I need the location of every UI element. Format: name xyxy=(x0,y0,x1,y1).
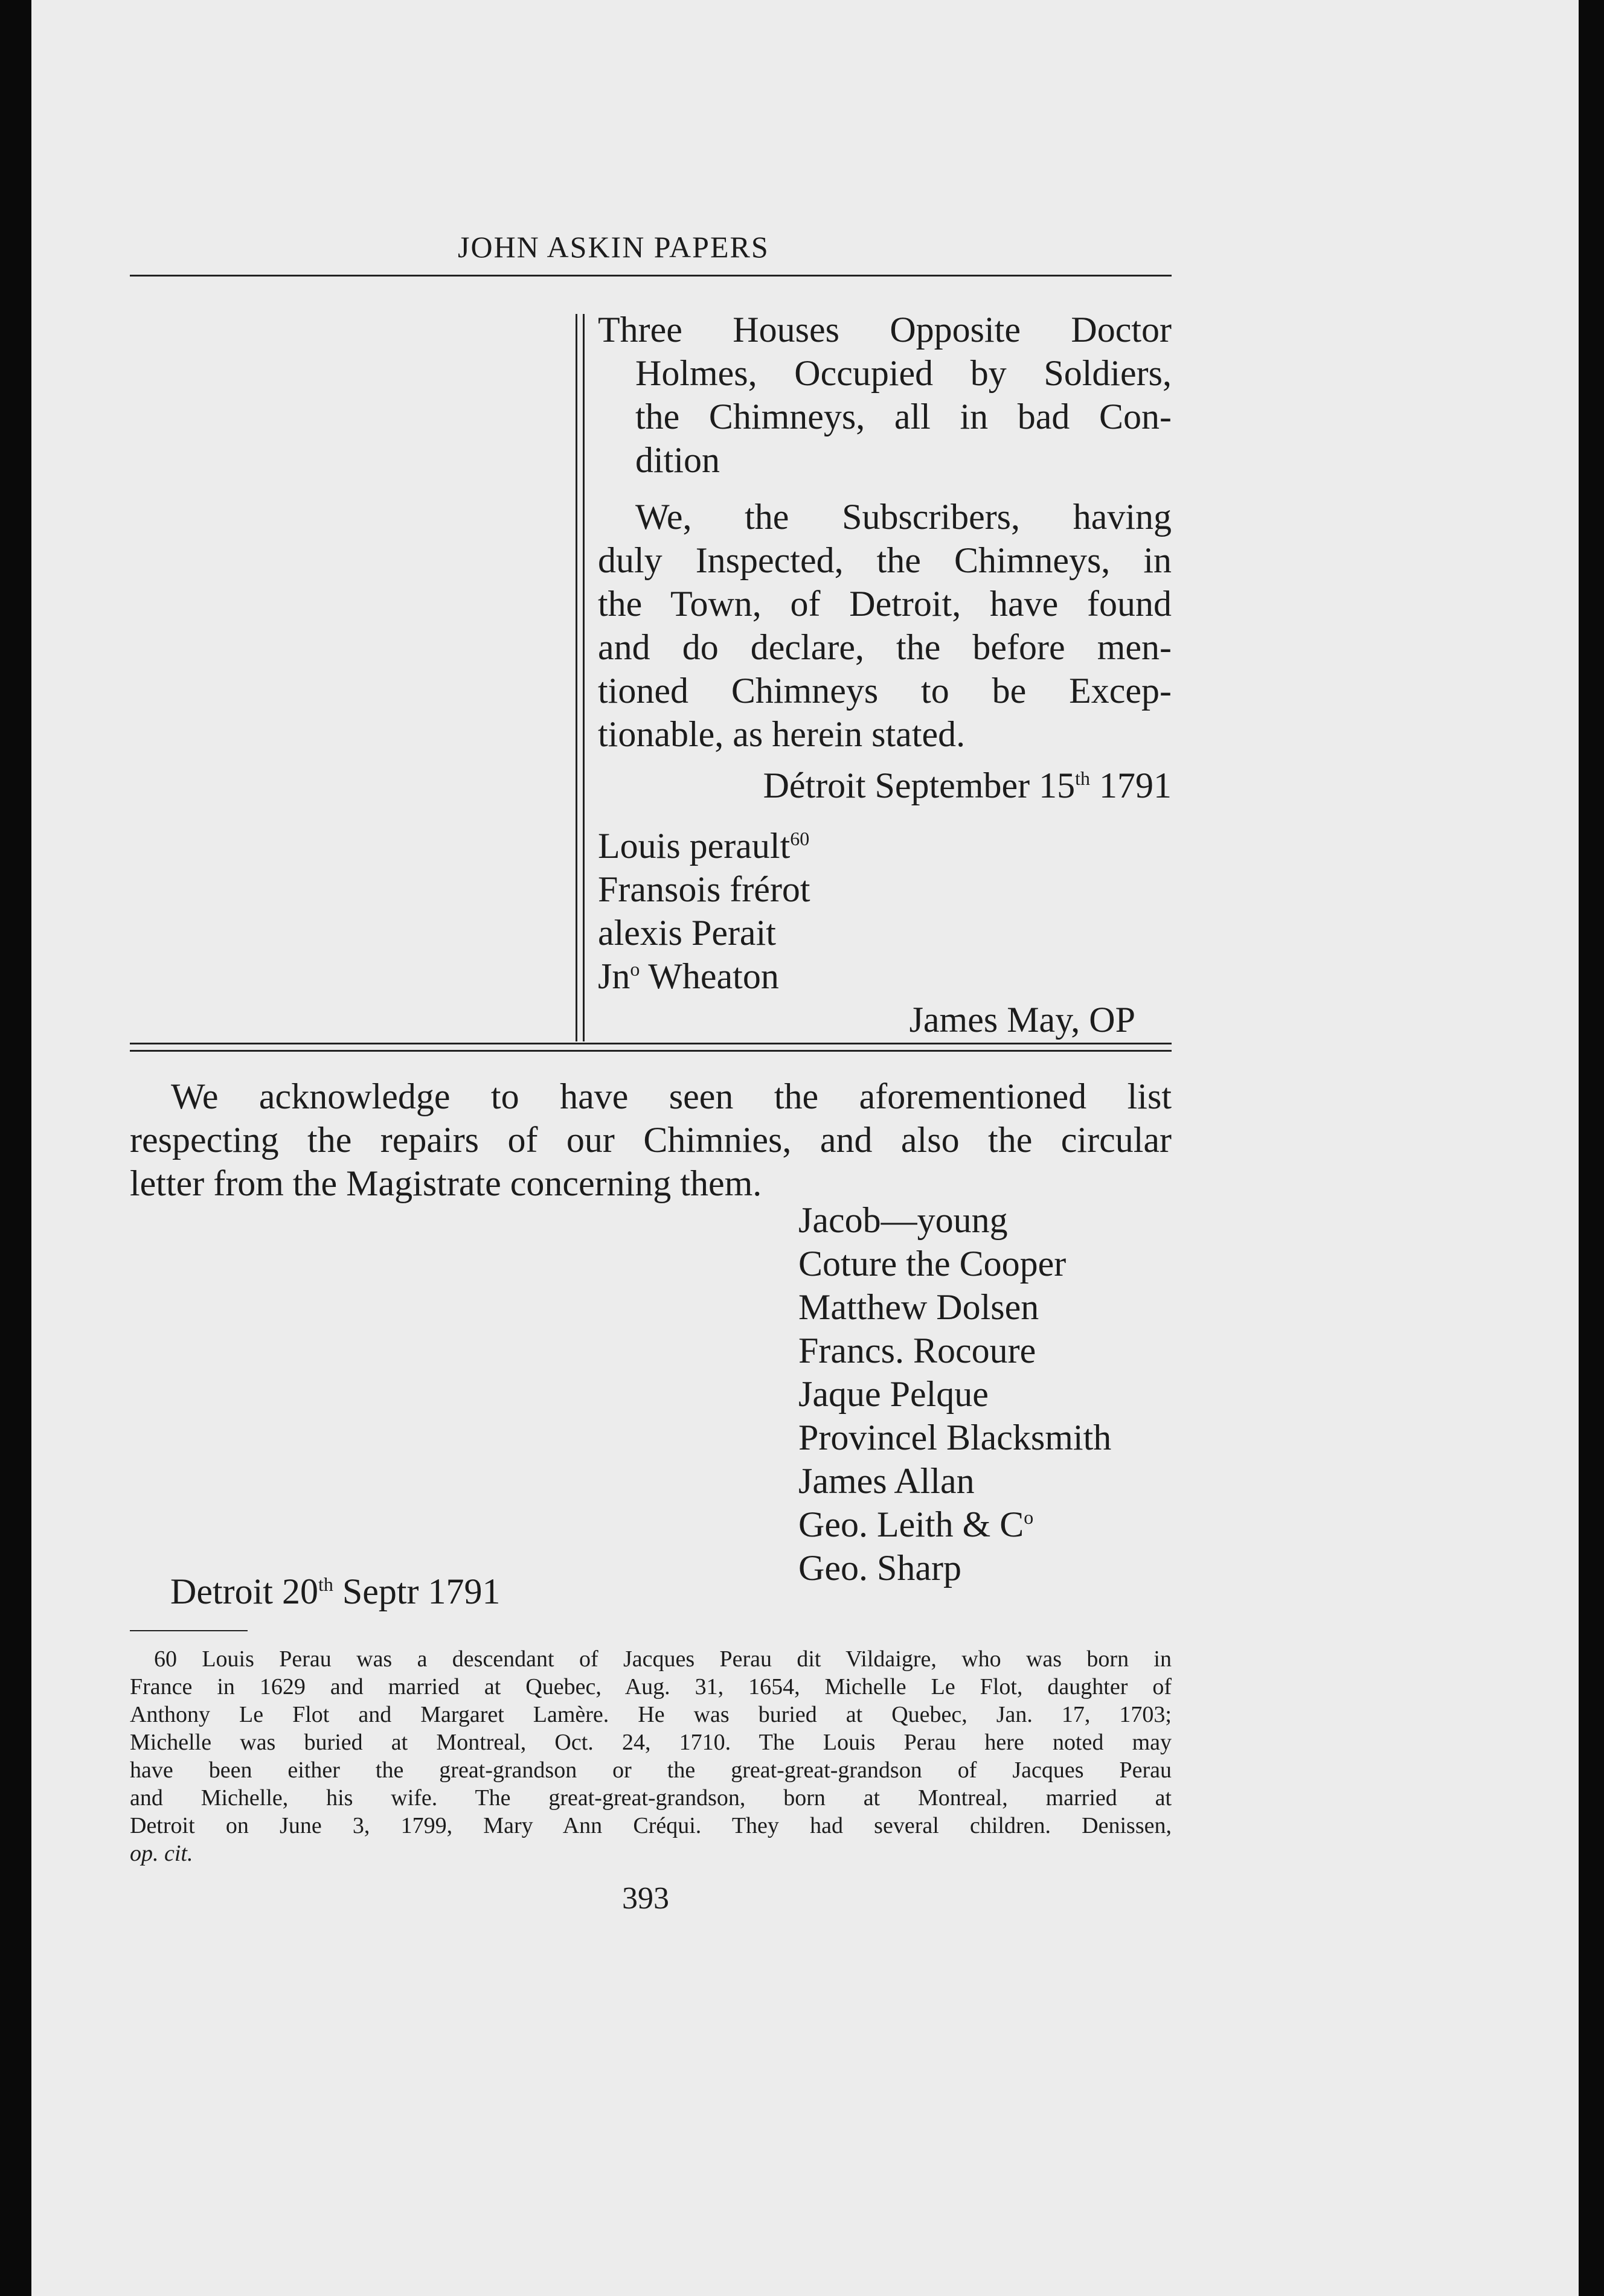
ack-names xyxy=(798,1198,1111,1590)
declaration-line: the Town, of Detroit, have found xyxy=(598,584,1172,624)
date-year: 1791 xyxy=(1090,766,1172,805)
footnote-line: and Michelle, his wife. The great-great-grandson, born at Montreal, married at xyxy=(130,1785,1172,1811)
header-rule xyxy=(130,275,1172,277)
footnote-line: Detroit on June 3, 1799, Mary Ann Créqui. They had several children. Denissen, xyxy=(130,1813,1172,1838)
column-rule-left xyxy=(576,314,577,1041)
footnote-line: op. cit. xyxy=(130,1841,193,1866)
ack-name: Jaque Pelque xyxy=(798,1374,989,1414)
acknowledgement xyxy=(130,1075,1172,1205)
ack-name: Francs. Rocoure xyxy=(798,1331,1036,1370)
declaration xyxy=(598,495,1172,756)
footnote-line: 60 Louis Perau was a descendant of Jacques Perau dit Vildaigre, who was born in xyxy=(154,1646,1172,1672)
date-superscript: th xyxy=(1075,767,1090,789)
final-signatory: James May, OP xyxy=(909,1000,1135,1040)
footnote-line: France in 1629 and married at Quebec, Aug. 31, 1654, Michelle Le Flot, daughter of xyxy=(130,1674,1172,1700)
signatory: Louis perault$^{60}$ xyxy=(598,826,810,866)
footnote-line: Michelle was buried at Montreal, Oct. 24, 1710. The Louis Perau here noted may xyxy=(130,1730,1172,1755)
declaration-line: We, the Subscribers, having xyxy=(635,497,1172,537)
declaration-line: duly Inspected, the Chimneys, in xyxy=(598,540,1172,580)
ack-name: Coture the Cooper xyxy=(798,1244,1067,1284)
ack-line: respecting the repairs of our Chimnies, and also the circular xyxy=(130,1120,1172,1160)
footnote-rule xyxy=(130,1630,248,1631)
houses-entry xyxy=(598,308,1172,482)
footnote-line: have been either the great-grandson or the great-great-grandson of Jacques Perau xyxy=(130,1757,1172,1783)
houses-line: the Chimneys, all in bad Con- xyxy=(635,397,1172,436)
footnote-line: Anthony Le Flot and Margaret Lamère. He was buried at Quebec, Jan. 17, 1703; xyxy=(130,1702,1172,1727)
footnote-marker: 60 xyxy=(790,828,810,849)
running-header: JOHN ASKIN PAPERS xyxy=(458,230,769,264)
declaration-line: tionable, as herein stated. xyxy=(598,714,966,754)
signatory: alexis Perait xyxy=(598,913,776,953)
ack-line: letter from the Magistrate concerning them. xyxy=(130,1163,762,1203)
ack-name: Geo. Sharp xyxy=(798,1548,961,1588)
section-rule-top xyxy=(130,1043,1172,1044)
declaration-line: tioned Chimneys to be Excep- xyxy=(598,671,1172,711)
houses-line: Holmes, Occupied by Soldiers, xyxy=(635,353,1172,393)
ack-name: Matthew Dolsen xyxy=(798,1287,1039,1327)
page-number: 393 xyxy=(622,1881,669,1916)
ack-name: Jacob—young xyxy=(798,1200,1008,1240)
houses-line: Three Houses Opposite Doctor xyxy=(598,310,1172,350)
ack-name: James Allan xyxy=(798,1461,975,1501)
ack-line: We acknowledge to have seen the aforementioned list xyxy=(171,1076,1172,1116)
column-rule-right xyxy=(583,314,585,1041)
ack-name: Geo. Leith & $C^o$ xyxy=(798,1505,1034,1544)
declaration-line: and do declare, the before men- xyxy=(598,627,1172,667)
ack-date: Detroit 20th Septr 1791 xyxy=(170,1572,501,1611)
date-text: Détroit September 15 xyxy=(763,766,1076,805)
signatory: Fransois frérot xyxy=(598,869,810,909)
section-rule-bottom xyxy=(130,1050,1172,1052)
footnote xyxy=(130,1645,1172,1867)
houses-line: dition xyxy=(635,440,720,480)
inspection-date xyxy=(598,764,1172,807)
signatories xyxy=(598,824,1172,1041)
ack-name: Provincel Blacksmith xyxy=(798,1418,1112,1457)
signatory: Jn$^o$ Wheaton xyxy=(598,956,779,996)
